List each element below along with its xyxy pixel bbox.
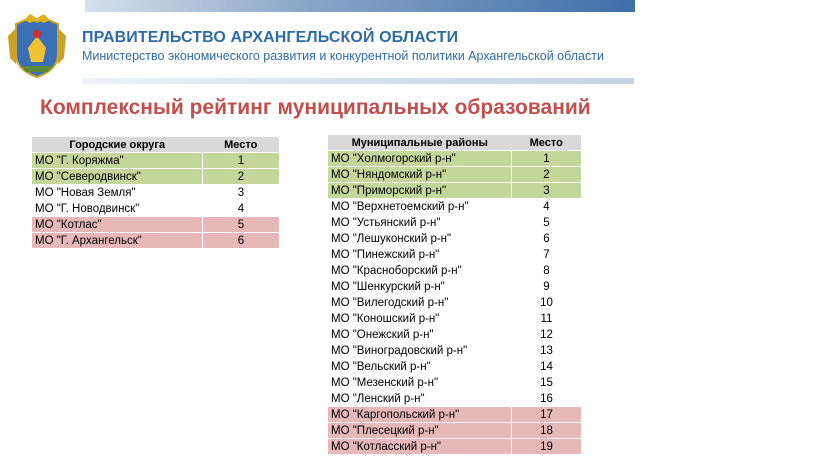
row-place: 1	[203, 153, 280, 169]
table-row	[32, 185, 279, 201]
row-place: 4	[512, 199, 582, 215]
row-municipality-name: МО "Каргопольский р-н"	[328, 407, 512, 423]
table-row	[328, 183, 581, 199]
column-header-place: Место	[512, 135, 582, 151]
header-divider	[82, 78, 634, 84]
district-ranking-table	[328, 135, 581, 455]
column-header-name: Муниципальные районы	[328, 135, 512, 151]
table-row	[32, 233, 279, 249]
table-row	[328, 439, 581, 455]
row-place: 1	[512, 151, 582, 167]
table-row	[328, 359, 581, 375]
row-place: 10	[512, 295, 582, 311]
page-title: Комплексный рейтинг муниципальных образований	[40, 96, 591, 119]
table-row	[32, 169, 279, 185]
row-place: 2	[203, 169, 280, 185]
row-municipality-name: МО "Приморский р-н"	[328, 183, 512, 199]
column-header-name: Городские округа	[32, 137, 203, 153]
table-row	[328, 215, 581, 231]
table-header-row	[328, 135, 581, 151]
row-place: 2	[512, 167, 582, 183]
row-municipality-name: МО "Пинежский р-н"	[328, 247, 512, 263]
table-row	[328, 343, 581, 359]
row-municipality-name: МО "Плесецкий р-н"	[328, 423, 512, 439]
row-municipality-name: МО "Северодвинск"	[32, 169, 203, 185]
table-row	[328, 231, 581, 247]
row-municipality-name: МО "Верхнетоемский р-н"	[328, 199, 512, 215]
table-row	[328, 391, 581, 407]
column-header-place: Место	[203, 137, 280, 153]
row-place: 17	[512, 407, 582, 423]
table-row	[328, 151, 581, 167]
row-place: 13	[512, 343, 582, 359]
row-place: 6	[203, 233, 280, 249]
row-place: 8	[512, 263, 582, 279]
table-row	[328, 279, 581, 295]
table-header-row	[32, 137, 279, 153]
table-row	[328, 263, 581, 279]
coat-of-arms-icon	[8, 14, 66, 80]
row-place: 4	[203, 201, 280, 217]
org-title: ПРАВИТЕЛЬСТВО АРХАНГЕЛЬСКОЙ ОБЛАСТИ	[82, 29, 459, 46]
table-row	[328, 407, 581, 423]
table-row	[328, 423, 581, 439]
row-place: 5	[512, 215, 582, 231]
row-municipality-name: МО "Г. Архангельск"	[32, 233, 203, 249]
row-place: 6	[512, 231, 582, 247]
table-row	[328, 247, 581, 263]
row-municipality-name: МО "Котласский р-н"	[328, 439, 512, 455]
row-place: 7	[512, 247, 582, 263]
row-place: 3	[203, 185, 280, 201]
table-row	[32, 217, 279, 233]
row-municipality-name: МО "Вельский р-н"	[328, 359, 512, 375]
row-place: 9	[512, 279, 582, 295]
row-place: 19	[512, 439, 582, 455]
row-place: 5	[203, 217, 280, 233]
row-municipality-name: МО "Виноградовский р-н"	[328, 343, 512, 359]
table-row	[328, 311, 581, 327]
row-municipality-name: МО "Холмогорский р-н"	[328, 151, 512, 167]
row-municipality-name: МО "Красноборский р-н"	[328, 263, 512, 279]
row-municipality-name: МО "Новая Земля"	[32, 185, 203, 201]
row-municipality-name: МО "Няндомский р-н"	[328, 167, 512, 183]
header-top-bar	[85, 0, 635, 12]
row-municipality-name: МО "Ленский р-н"	[328, 391, 512, 407]
row-municipality-name: МО "Устьянский р-н"	[328, 215, 512, 231]
table-row	[328, 295, 581, 311]
row-place: 12	[512, 327, 582, 343]
row-place: 14	[512, 359, 582, 375]
table-row	[328, 167, 581, 183]
row-municipality-name: МО "Г. Новодвинск"	[32, 201, 203, 217]
row-municipality-name: МО "Лешуконский р-н"	[328, 231, 512, 247]
row-place: 11	[512, 311, 582, 327]
org-subtitle: Министерство экономического развития и конкурентной политики Архангельской области	[82, 49, 604, 63]
row-municipality-name: МО "Мезенский р-н"	[328, 375, 512, 391]
row-place: 3	[512, 183, 582, 199]
table-row	[328, 199, 581, 215]
table-row	[32, 201, 279, 217]
row-municipality-name: МО "Коношский р-н"	[328, 311, 512, 327]
city-ranking-table	[32, 137, 279, 249]
row-municipality-name: МО "Онежский р-н"	[328, 327, 512, 343]
table-row	[32, 153, 279, 169]
table-row	[328, 375, 581, 391]
row-municipality-name: МО "Вилегодский р-н"	[328, 295, 512, 311]
row-place: 16	[512, 391, 582, 407]
table-row	[328, 327, 581, 343]
row-municipality-name: МО "Шенкурский р-н"	[328, 279, 512, 295]
row-municipality-name: МО "Котлас"	[32, 217, 203, 233]
row-place: 18	[512, 423, 582, 439]
row-place: 15	[512, 375, 582, 391]
row-municipality-name: МО "Г. Коряжма"	[32, 153, 203, 169]
